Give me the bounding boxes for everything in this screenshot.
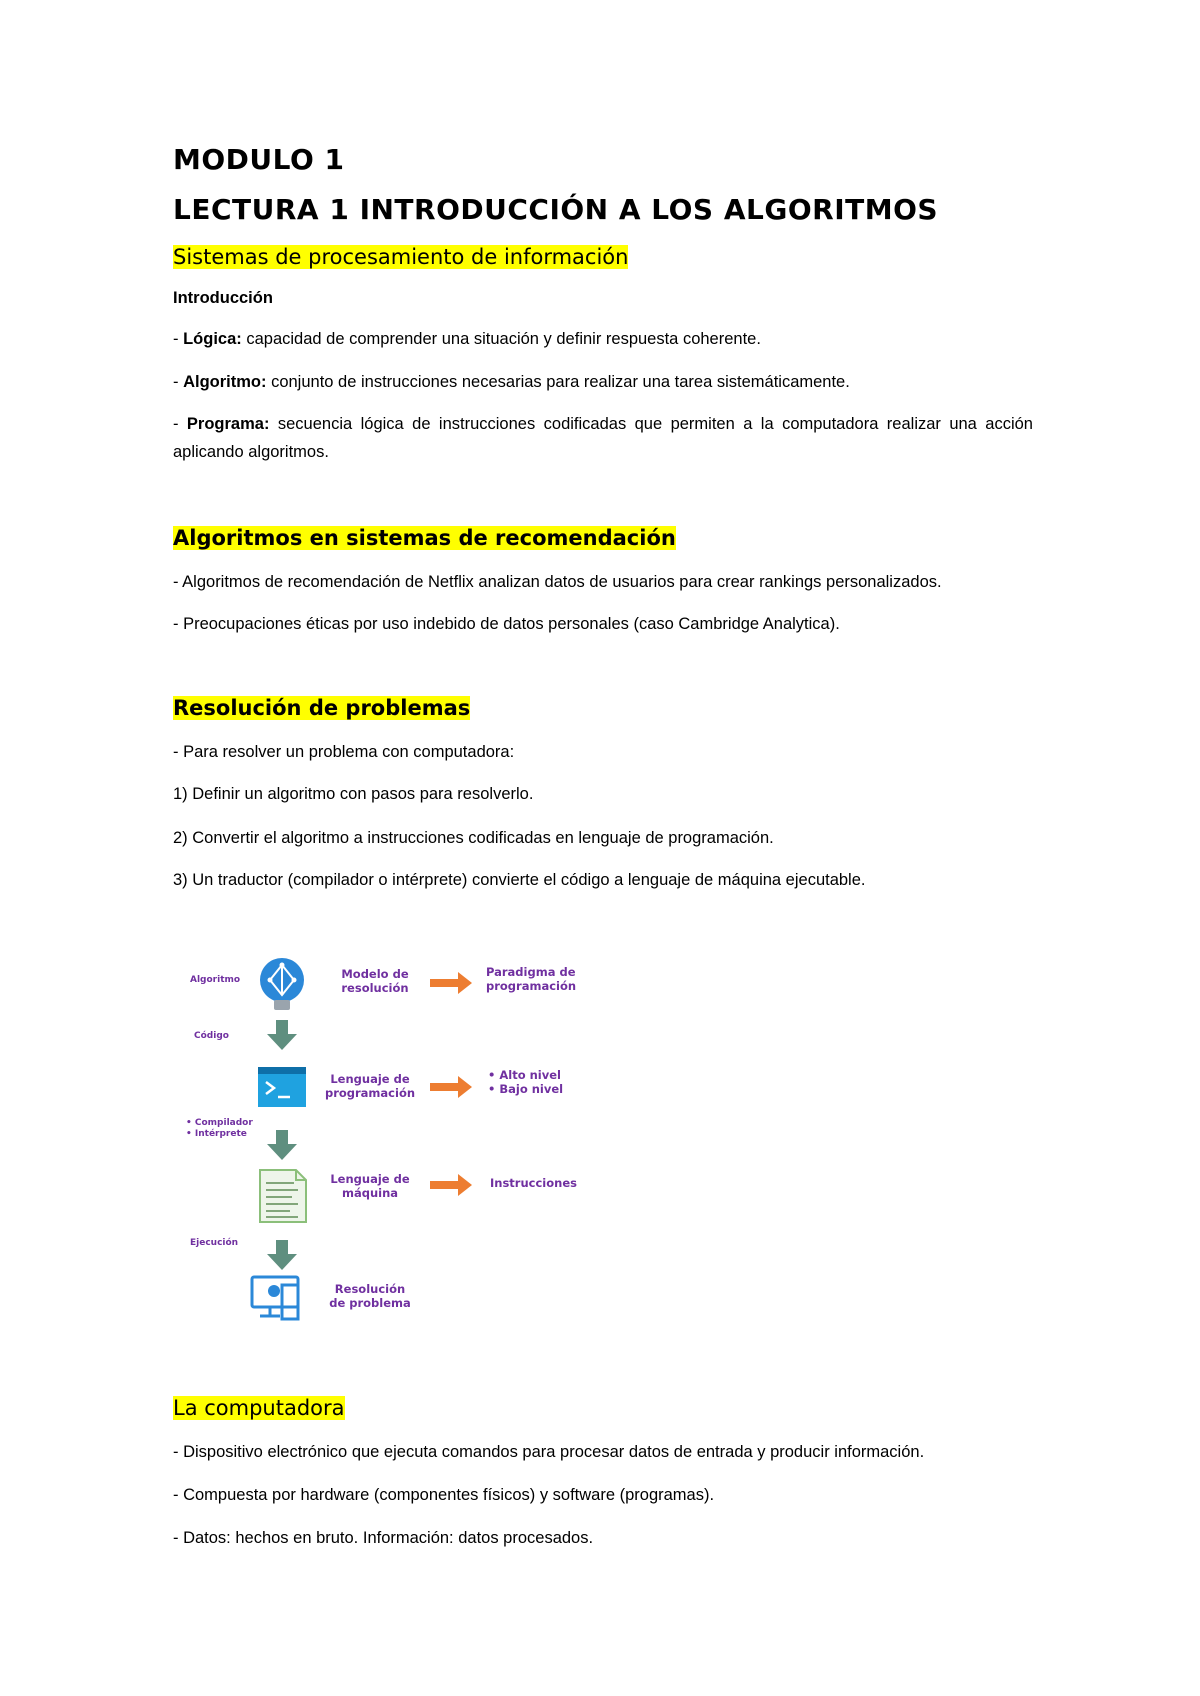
list-item-hardware: - Compuesta por hardware (componentes físicos) y software (programas). <box>173 1486 715 1504</box>
label-paradigma: Paradigma de programación <box>486 965 577 993</box>
step-1: 1) Definir un algoritmo con pasos para resolverlo. <box>173 785 534 803</box>
right-arrow-icon <box>430 972 472 994</box>
step-3: 3) Un traductor (compilador o intérprete) convierte el código a lenguaje de máquina ejecutable. <box>173 871 866 889</box>
down-arrow-icon <box>267 1240 297 1270</box>
list-item-eticas: - Preocupaciones éticas por uso indebido de datos personales (caso Cambridge Analytica). <box>173 615 840 633</box>
list-item-netflix: - Algoritmos de recomendación de Netflix analizan datos de usuarios para crear rankings personalizados. <box>173 573 942 591</box>
section-heading-procesamiento: Sistemas de procesamiento de información <box>173 245 629 269</box>
terminal-icon <box>258 1067 306 1107</box>
list-item-programa: - Programa: secuencia lógica de instrucciones codificadas que permiten a la computadora realizar una acción aplicando algoritmos. <box>173 415 1033 461</box>
right-arrow-icon <box>430 1174 472 1196</box>
lightbulb-icon <box>260 958 304 1010</box>
label-modelo-resolucion: Modelo de resolución <box>341 967 409 995</box>
label-lenguaje-maquina: Lenguaje de máquina <box>330 1172 410 1200</box>
subheading-introduccion: Introducción <box>173 289 273 307</box>
right-arrow-icons <box>430 972 472 1196</box>
section-heading-resolucion: Resolución de problemas <box>173 696 471 720</box>
label-resolucion-problema: Resolución de problema <box>329 1282 411 1310</box>
process-diagram <box>186 955 610 1325</box>
list-item-resolver: - Para resolver un problema con computadora: <box>173 743 515 761</box>
list-item-algoritmo: - Algoritmo: conjunto de instrucciones necesarias para realizar una tarea sistemáticamente. <box>173 373 850 391</box>
label-instrucciones: Instrucciones <box>490 1176 577 1190</box>
label-codigo: Código <box>194 1031 229 1041</box>
label-niveles: • Alto nivel • Bajo nivel <box>488 1068 564 1096</box>
section-heading-recomendacion: Algoritmos en sistemas de recomendación <box>173 526 676 550</box>
section-heading-computadora: La computadora <box>173 1396 345 1420</box>
list-item-dispositivo: - Dispositivo electrónico que ejecuta comandos para procesar datos de entrada y producir información. <box>173 1443 925 1461</box>
list-item-datos: - Datos: hechos en bruto. Información: datos procesados. <box>173 1529 594 1547</box>
down-arrow-icons <box>267 1020 297 1270</box>
diagram-graphics <box>190 955 610 1325</box>
label-algoritmo: Algoritmo <box>190 975 241 985</box>
down-arrow-icon <box>267 1020 297 1050</box>
module-title: MODULO 1 <box>173 143 345 176</box>
label-compilador: • Compilador <box>186 1118 253 1128</box>
monitor-icon <box>252 1277 298 1319</box>
list-item-logica: - Lógica: capacidad de comprender una situación y definir respuesta coherente. <box>173 330 761 348</box>
label-ejecucion: Ejecución <box>190 1238 239 1248</box>
lecture-title: LECTURA 1 INTRODUCCIÓN A LOS ALGORITMOS <box>173 193 939 226</box>
right-arrow-icon <box>430 1076 472 1098</box>
down-arrow-icon <box>267 1130 297 1160</box>
label-interprete: • Intérprete <box>186 1129 247 1139</box>
label-lenguaje-programacion: Lenguaje de programación <box>324 1072 416 1100</box>
machine-code-icon <box>260 1170 306 1222</box>
step-2: 2) Convertir el algoritmo a instrucciones codificadas en lenguaje de programación. <box>173 829 774 847</box>
